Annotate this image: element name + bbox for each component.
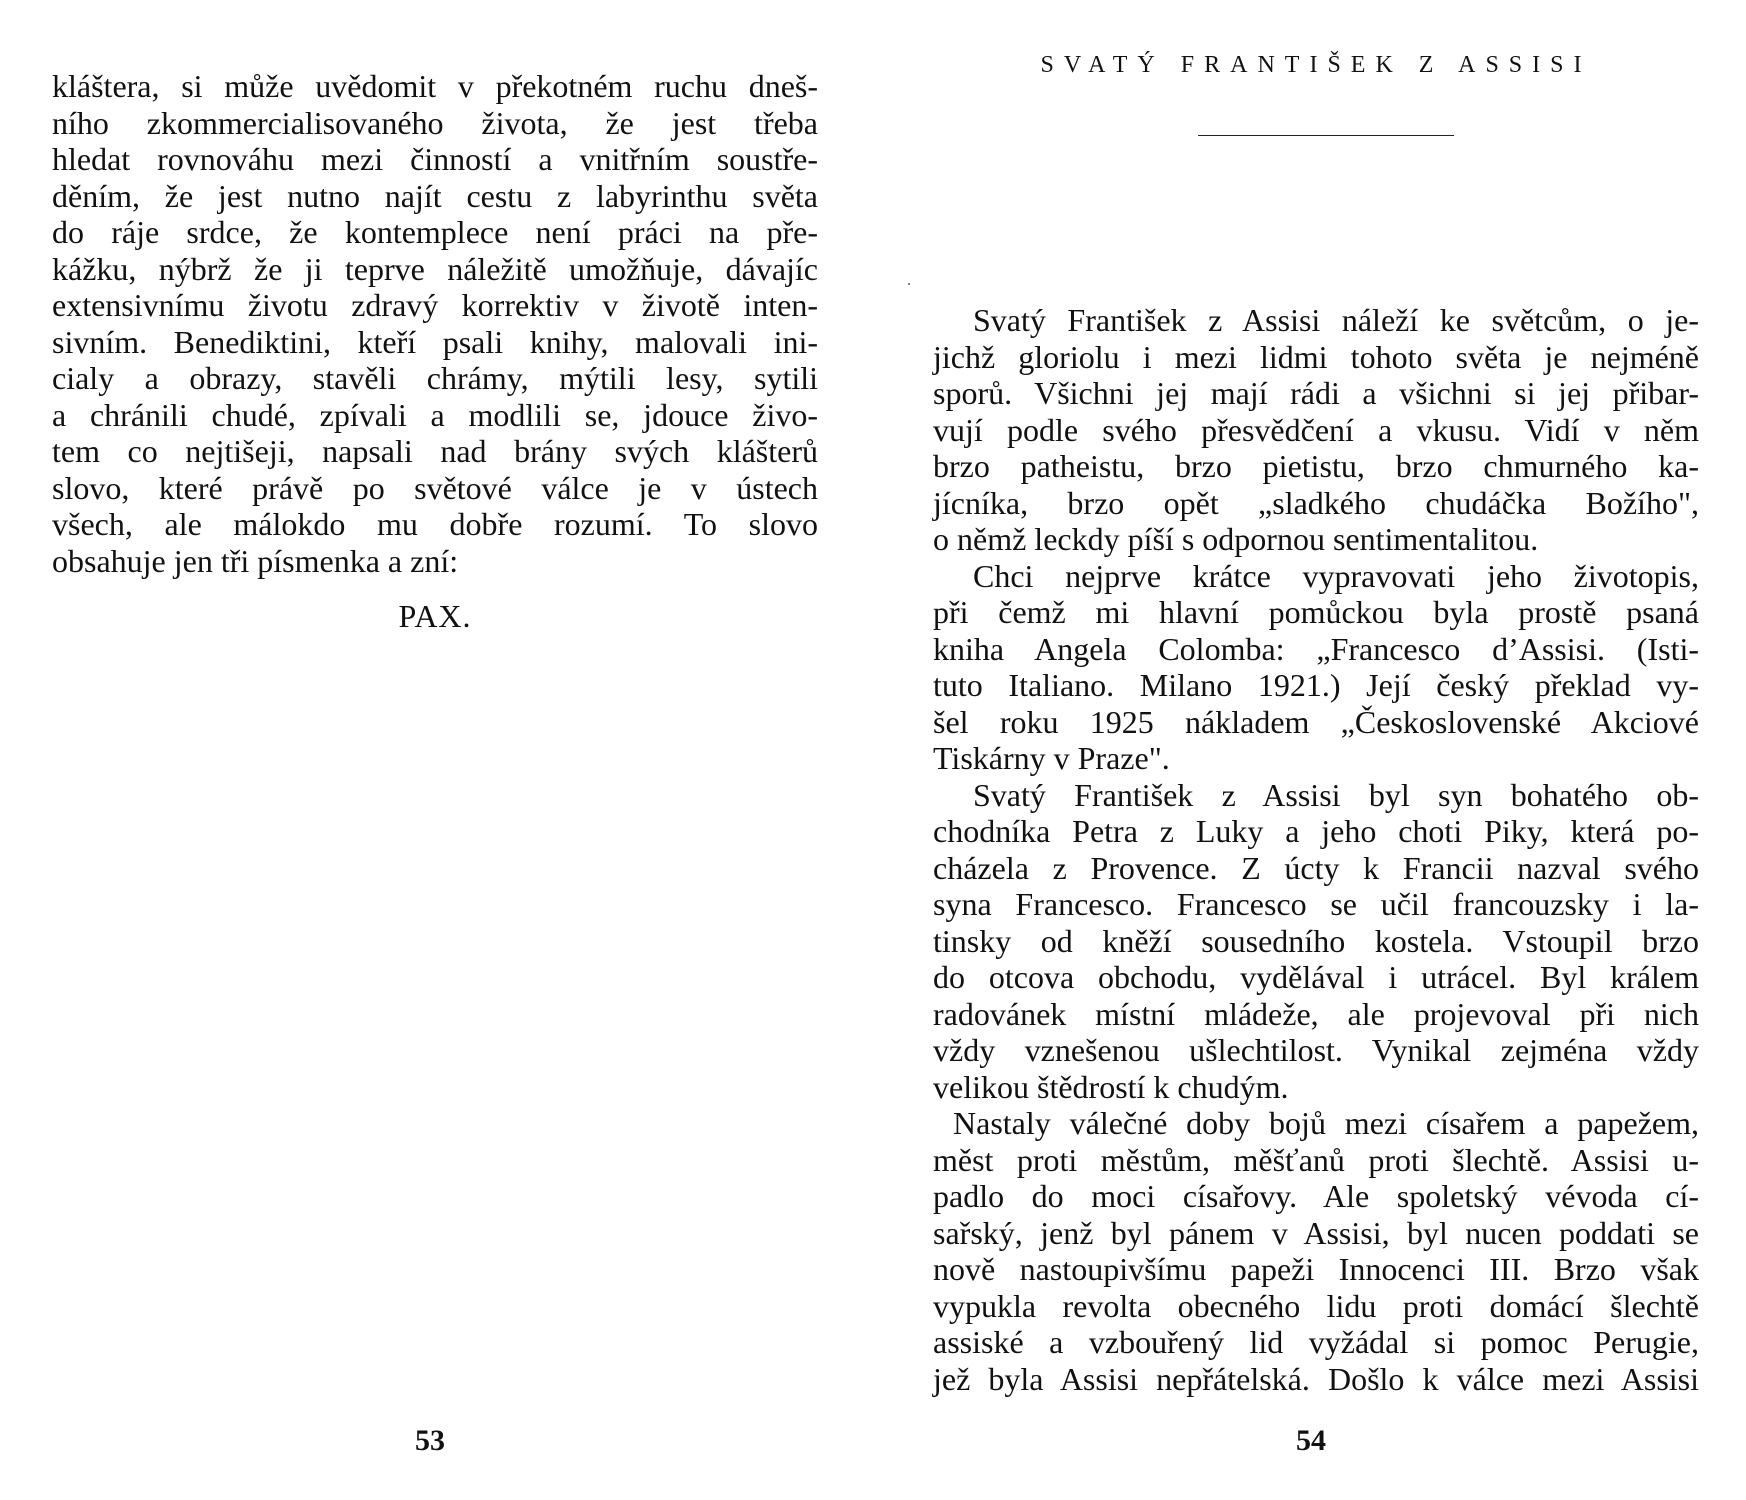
text-line: děním, že jest nutno najít cestu z labyrinthu světa bbox=[52, 177, 818, 214]
text-line: ního zkommercialisovaného života, že jest třeba bbox=[52, 104, 818, 141]
text-line: kláštera, si může uvědomit v překotném ruchu dneš- bbox=[52, 68, 818, 104]
text-line: chodníka Petra z Luky a jeho choti Piky, která po- bbox=[933, 813, 1699, 849]
text-line: tuto Italiano. Milano 1921.) Její český překlad vy- bbox=[933, 667, 1699, 703]
text-line: sivním. Benediktini, kteří psali knihy, malovali ini- bbox=[52, 323, 818, 360]
text-line: šel roku 1925 nákladem „Československé Akciové bbox=[933, 703, 1699, 740]
text-line: o němž leckdy píší s odpornou sentimentalitou. bbox=[933, 521, 1539, 557]
text-line: assiské a vzbouřený lid vyžádal si pomoc Perugie, bbox=[933, 1324, 1699, 1360]
text-line: Tiskárny v Praze". bbox=[933, 740, 1170, 776]
text-line: extensivnímu životu zdravý korrektiv v životě inten- bbox=[52, 287, 818, 323]
text-line: Svatý František z Assisi byl syn bohatého ob- bbox=[973, 776, 1699, 813]
header-rule bbox=[1198, 135, 1454, 136]
left-page-body bbox=[52, 68, 818, 579]
text-line: brzo patheistu, brzo pietistu, brzo chmurného ka- bbox=[933, 448, 1699, 484]
text-line: vypukla revolta obecného lidu proti domácí šlechtě bbox=[933, 1287, 1699, 1324]
text-line: syna Francesco. Francesco se učil francouzsky i la- bbox=[933, 886, 1699, 922]
text-line: radovánek místní mládeže, ale projevoval při nich bbox=[933, 995, 1699, 1032]
text-line: nově nastoupivšímu papeži Innocenci III. Brzo však bbox=[933, 1251, 1699, 1287]
text-line: kniha Angela Colomba: „Francesco d’Assisi. (Isti- bbox=[933, 630, 1699, 667]
text-line: sařský, jenž byl pánem v Assisi, byl nucen poddati se bbox=[933, 1214, 1699, 1251]
text-line: Svatý František z Assisi náleží ke světcům, o je- bbox=[973, 302, 1699, 338]
page-number-left: 53 bbox=[415, 1424, 445, 1457]
text-line: při čemž mi hlavní pomůckou byla prostě psaná bbox=[933, 594, 1699, 630]
text-line: tem co nejtišeji, napsali nad brány svých klášterů bbox=[52, 433, 818, 469]
text-line: a chránili chudé, zpívali a modlili se, jdouce živo- bbox=[52, 396, 818, 433]
print-speck bbox=[908, 283, 910, 285]
text-line: padlo do moci císařovy. Ale spoletský vévoda cí- bbox=[933, 1178, 1699, 1214]
right-page bbox=[873, 0, 1746, 1500]
text-line: hledat rovnováhu mezi činností a vnitřním soustře- bbox=[52, 141, 818, 177]
page-number-right: 54 bbox=[1296, 1424, 1326, 1457]
text-line: slovo, které právě po světové válce je v ústech bbox=[52, 469, 818, 506]
text-line: měst proti městům, měšťanů proti šlechtě. Assisi u- bbox=[933, 1141, 1699, 1178]
text-line: tinsky od kněží sousedního kostela. Vstoupil brzo bbox=[933, 922, 1699, 959]
text-line: všech, ale málokdo mu dobře rozumí. To slovo bbox=[52, 506, 818, 542]
text-line: sporů. Všichni jej mají rádi a všichni si jej přibar- bbox=[933, 375, 1699, 411]
text-line: jichž gloriolu i mezi lidmi tohoto světa je nejméně bbox=[933, 338, 1699, 375]
running-head: SVATÝ FRANTIŠEK Z ASSISI bbox=[1040, 52, 1592, 78]
text-line: vždy vznešenou ušlechtilost. Vynikal zejména vždy bbox=[933, 1032, 1699, 1068]
text-line: Nastaly válečné doby bojů mezi císařem a papežem, bbox=[953, 1105, 1699, 1141]
text-line: jež byla Assisi nepřátelská. Došlo k válce mezi Assisi bbox=[933, 1360, 1699, 1397]
text-line: cházela z Provence. Z úcty k Francii nazval svého bbox=[933, 849, 1699, 886]
text-line: Chci nejprve krátce vypravovati jeho životopis, bbox=[973, 557, 1699, 594]
text-line: kážku, nýbrž že ji teprve náležitě umožňuje, dávajíc bbox=[52, 250, 818, 287]
text-line: do otcova obchodu, vydělával i utrácel. Byl králem bbox=[933, 959, 1699, 995]
text-line: do ráje srdce, že kontemplece není práci na pře- bbox=[52, 214, 818, 250]
text-line: vují podle svého přesvědčení a vkusu. Vidí v něm bbox=[933, 411, 1699, 448]
text-line: jícníka, brzo opět „sladkého chudáčka Božího", bbox=[933, 484, 1699, 521]
text-line: velikou štědrostí k chudým. bbox=[933, 1068, 1289, 1105]
pax-heading: PAX. bbox=[398, 598, 472, 634]
text-line: cialy a obrazy, stavěli chrámy, mýtili lesy, sytili bbox=[52, 360, 818, 396]
right-page-body bbox=[933, 302, 1699, 1397]
text-line: obsahuje jen tři písmenka a zní: bbox=[52, 542, 459, 579]
